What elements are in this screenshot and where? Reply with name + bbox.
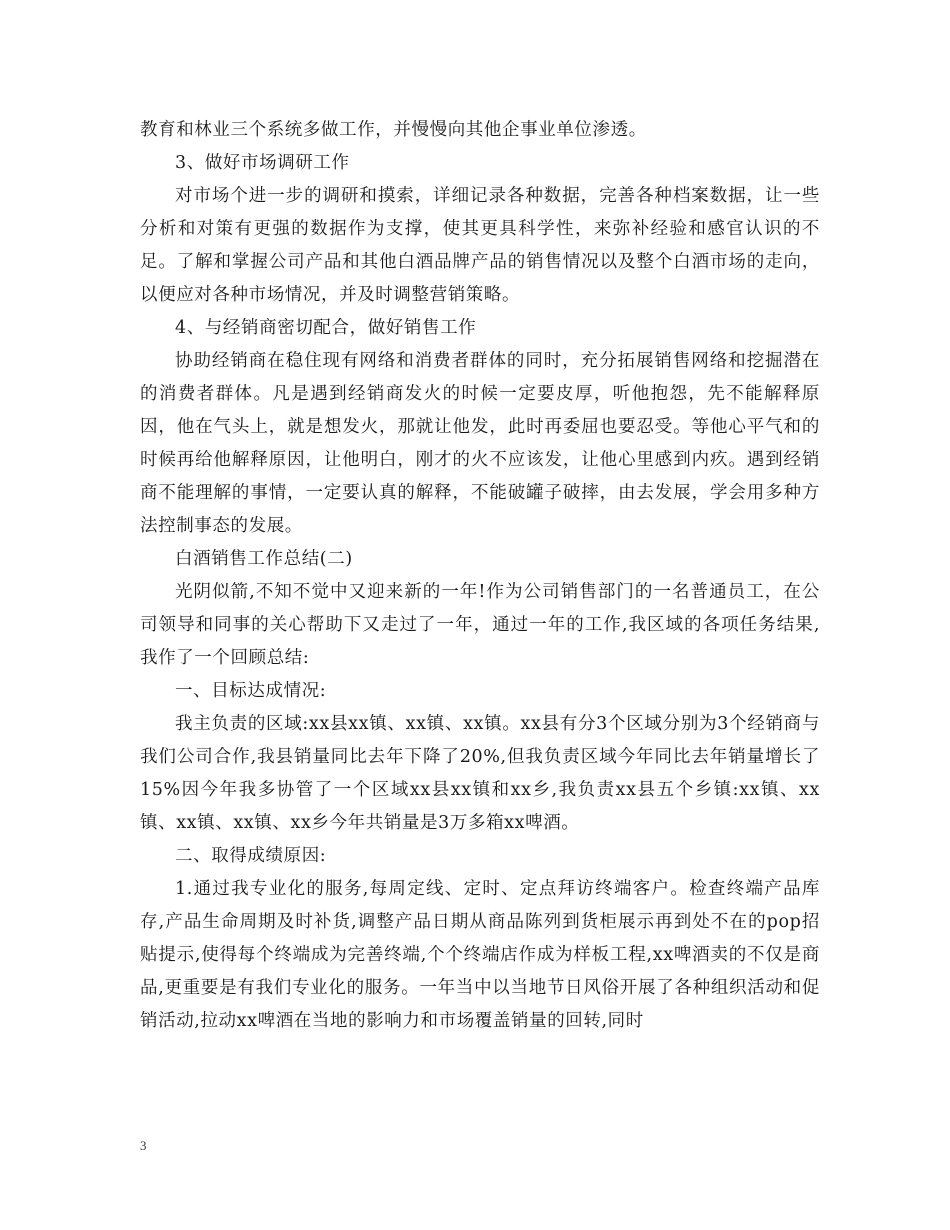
document-body bbox=[140, 114, 820, 1038]
paragraph: 1.通过我专业化的服务,每周定线、定时、定点拜访终端客户。检查终端产品库存,产品生命周期及时补货,调整产品日期从商品陈列到货柜展示再到处不在的pop招贴提示,使得每个终端成为完善终端,个个终端店作成为样板工程,xx啤酒卖的不仅是商品,更重要是有我们专业化的服务。一年当中以当地节日风俗开展了各种组织活动和促销活动,拉动xx啤酒在当地的影响力和市场覆盖销量的回转,同时 bbox=[140, 879, 820, 1031]
document-subtitle: 白酒销售工作总结(二) bbox=[175, 549, 353, 569]
paragraph: 协助经销商在稳住现有网络和消费者群体的同时，充分拓展销售网络和挖掘潜在的消费者群体。凡是遇到经销商发火的时候一定要皮厚，听他抱怨，先不能解释原因，他在气头上，就是想发火，那就让他发，此时再委屈也要忍受。等他心平气和的时候再给他解释原因，让他明白，刚才的火不应该发，让他心里感到内疚。遇到经销商不能理解的事情，一定要认真的解释，不能破罐子破摔，由去发展，学会用多种方法控制事态的发展。 bbox=[140, 351, 820, 536]
paragraph: 教育和林业三个系统多做工作，并慢慢向其他企事业单位渗透。 bbox=[140, 120, 647, 140]
paragraph: 对市场个进一步的调研和摸索，详细记录各种数据，完善各种档案数据，让一些分析和对策有更强的数据作为支撑，使其更具科学性，来弥补经验和感官认识的不足。了解和掌握公司产品和其他白酒品牌产品的销售情况以及整个白酒市场的走向，以便应对各种市场情况，并及时调整营销策略。 bbox=[140, 186, 820, 305]
page-number: 3 bbox=[140, 1138, 147, 1153]
paragraph: 我主负责的区域:xx县xx镇、xx镇、xx镇。xx县有分3个区域分别为3个经销商与我们公司合作,我县销量同比去年下降了20%,但我负责区域今年同比去年销量增长了15%因今年我多协管了一个区域xx县xx镇和xx乡,我负责xx县五个乡镇:xx镇、xx镇、xx镇、xx镇、xx乡今年共销量是3万多箱xx啤酒。 bbox=[140, 714, 820, 833]
section-heading: 4、与经销商密切配合，做好销售工作 bbox=[175, 318, 477, 338]
paragraph: 光阴似箭,不知不觉中又迎来新的一年!作为公司销售部门的一名普通员工，在公司领导和同事的关心帮助下又走过了一年，通过一年的工作,我区域的各项任务结果,我作了一个回顾总结: bbox=[140, 582, 820, 668]
section-heading: 3、做好市场调研工作 bbox=[175, 153, 350, 173]
section-heading: 一、目标达成情况: bbox=[175, 681, 327, 701]
section-heading: 二、取得成绩原因: bbox=[175, 846, 327, 866]
